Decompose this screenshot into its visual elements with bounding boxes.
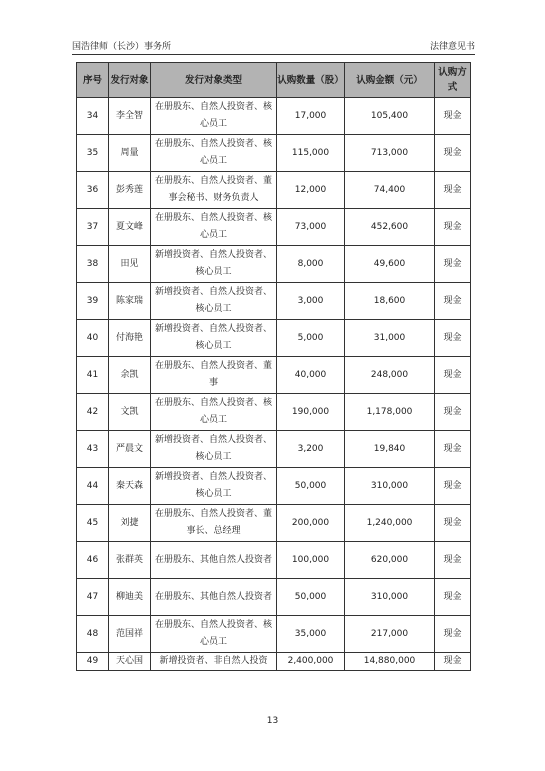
row-no: 49	[77, 653, 109, 671]
row-amount: 19,840	[345, 431, 435, 468]
row-no: 39	[77, 283, 109, 320]
row-qty: 40,000	[277, 357, 345, 394]
table-row	[77, 357, 471, 394]
row-qty: 8,000	[277, 246, 345, 283]
row-amount: 452,600	[345, 209, 435, 246]
row-method: 现金	[435, 653, 471, 671]
row-amount: 713,000	[345, 135, 435, 172]
row-name: 陈家瑞	[109, 283, 151, 320]
row-name: 秦天森	[109, 468, 151, 505]
row-no: 35	[77, 135, 109, 172]
table-row	[77, 98, 471, 135]
row-method: 现金	[435, 394, 471, 431]
row-qty: 35,000	[277, 616, 345, 653]
table-row	[77, 431, 471, 468]
table-row	[77, 616, 471, 653]
row-name: 彭秀莲	[109, 172, 151, 209]
row-type: 在册股东、自然人投资者、核心员工	[151, 394, 277, 431]
row-qty: 3,000	[277, 283, 345, 320]
row-type: 新增投资者、非自然人投资	[151, 653, 277, 671]
subscription-table	[76, 62, 471, 671]
row-method: 现金	[435, 283, 471, 320]
firm-name: 国浩律师（长沙）事务所	[72, 42, 172, 52]
row-no: 36	[77, 172, 109, 209]
row-method: 现金	[435, 431, 471, 468]
row-method: 现金	[435, 505, 471, 542]
row-no: 37	[77, 209, 109, 246]
row-qty: 50,000	[277, 468, 345, 505]
row-no: 34	[77, 98, 109, 135]
row-amount: 1,240,000	[345, 505, 435, 542]
row-qty: 12,000	[277, 172, 345, 209]
row-method: 现金	[435, 135, 471, 172]
page-header	[72, 36, 475, 52]
table-row	[77, 579, 471, 616]
row-qty: 200,000	[277, 505, 345, 542]
row-qty: 50,000	[277, 579, 345, 616]
row-name: 付海艳	[109, 320, 151, 357]
table-header-row	[77, 63, 471, 98]
table-row	[77, 653, 471, 671]
row-type: 新增投资者、自然人投资者、核心员工	[151, 283, 277, 320]
row-no: 48	[77, 616, 109, 653]
row-name: 刘捷	[109, 505, 151, 542]
row-name: 文凯	[109, 394, 151, 431]
table-row	[77, 505, 471, 542]
row-qty: 17,000	[277, 98, 345, 135]
row-name: 周量	[109, 135, 151, 172]
row-qty: 115,000	[277, 135, 345, 172]
header-qty: 认购数量（股）	[277, 63, 345, 98]
row-name: 夏文峰	[109, 209, 151, 246]
row-name: 天心国	[109, 653, 151, 671]
row-method: 现金	[435, 542, 471, 579]
header-method: 认购方式	[435, 63, 471, 98]
row-amount: 105,400	[345, 98, 435, 135]
row-amount: 620,000	[345, 542, 435, 579]
table-row	[77, 542, 471, 579]
row-type: 在册股东、自然人投资者、董事	[151, 357, 277, 394]
row-no: 42	[77, 394, 109, 431]
row-no: 41	[77, 357, 109, 394]
row-amount: 14,880,000	[345, 653, 435, 671]
row-name: 余凯	[109, 357, 151, 394]
row-method: 现金	[435, 172, 471, 209]
row-method: 现金	[435, 579, 471, 616]
row-amount: 310,000	[345, 468, 435, 505]
row-qty: 2,400,000	[277, 653, 345, 671]
row-name: 张群英	[109, 542, 151, 579]
row-name: 李全智	[109, 98, 151, 135]
row-method: 现金	[435, 320, 471, 357]
row-amount: 248,000	[345, 357, 435, 394]
row-no: 46	[77, 542, 109, 579]
row-name: 严晨文	[109, 431, 151, 468]
row-method: 现金	[435, 357, 471, 394]
row-no: 44	[77, 468, 109, 505]
row-no: 47	[77, 579, 109, 616]
row-method: 现金	[435, 616, 471, 653]
row-name: 柳迪美	[109, 579, 151, 616]
row-method: 现金	[435, 98, 471, 135]
row-type: 在册股东、其他自然人投资者	[151, 542, 277, 579]
table-row	[77, 468, 471, 505]
row-name: 田见	[109, 246, 151, 283]
row-qty: 5,000	[277, 320, 345, 357]
row-type: 新增投资者、自然人投资者、核心员工	[151, 246, 277, 283]
row-amount: 18,600	[345, 283, 435, 320]
row-amount: 74,400	[345, 172, 435, 209]
table-row	[77, 283, 471, 320]
row-type: 在册股东、其他自然人投资者	[151, 579, 277, 616]
header-amount: 认购金额（元）	[345, 63, 435, 98]
row-qty: 73,000	[277, 209, 345, 246]
row-amount: 31,000	[345, 320, 435, 357]
page-number: 13	[266, 716, 279, 726]
row-amount: 1,178,000	[345, 394, 435, 431]
table-row	[77, 320, 471, 357]
row-type: 在册股东、自然人投资者、董事长、总经理	[151, 505, 277, 542]
row-amount: 217,000	[345, 616, 435, 653]
row-type: 在册股东、自然人投资者、核心员工	[151, 209, 277, 246]
header-no: 序号	[77, 63, 109, 98]
table-row	[77, 172, 471, 209]
header-divider	[72, 54, 475, 55]
row-type: 新增投资者、自然人投资者、核心员工	[151, 468, 277, 505]
row-method: 现金	[435, 468, 471, 505]
row-qty: 3,200	[277, 431, 345, 468]
row-no: 38	[77, 246, 109, 283]
row-type: 在册股东、自然人投资者、核心员工	[151, 98, 277, 135]
row-type: 在册股东、自然人投资者、核心员工	[151, 616, 277, 653]
table-row	[77, 135, 471, 172]
row-no: 45	[77, 505, 109, 542]
row-type: 在册股东、自然人投资者、董事会秘书、财务负责人	[151, 172, 277, 209]
table-row	[77, 394, 471, 431]
row-method: 现金	[435, 209, 471, 246]
table-row	[77, 246, 471, 283]
row-name: 范国祥	[109, 616, 151, 653]
row-no: 43	[77, 431, 109, 468]
row-type: 在册股东、自然人投资者、核心员工	[151, 135, 277, 172]
table-row	[77, 209, 471, 246]
document-type: 法律意见书	[429, 42, 475, 52]
header-name: 发行对象	[109, 63, 151, 98]
row-no: 40	[77, 320, 109, 357]
row-amount: 310,000	[345, 579, 435, 616]
row-amount: 49,600	[345, 246, 435, 283]
row-qty: 190,000	[277, 394, 345, 431]
row-type: 新增投资者、自然人投资者、核心员工	[151, 320, 277, 357]
row-qty: 100,000	[277, 542, 345, 579]
row-method: 现金	[435, 246, 471, 283]
header-type: 发行对象类型	[151, 63, 277, 98]
row-type: 新增投资者、自然人投资者、核心员工	[151, 431, 277, 468]
